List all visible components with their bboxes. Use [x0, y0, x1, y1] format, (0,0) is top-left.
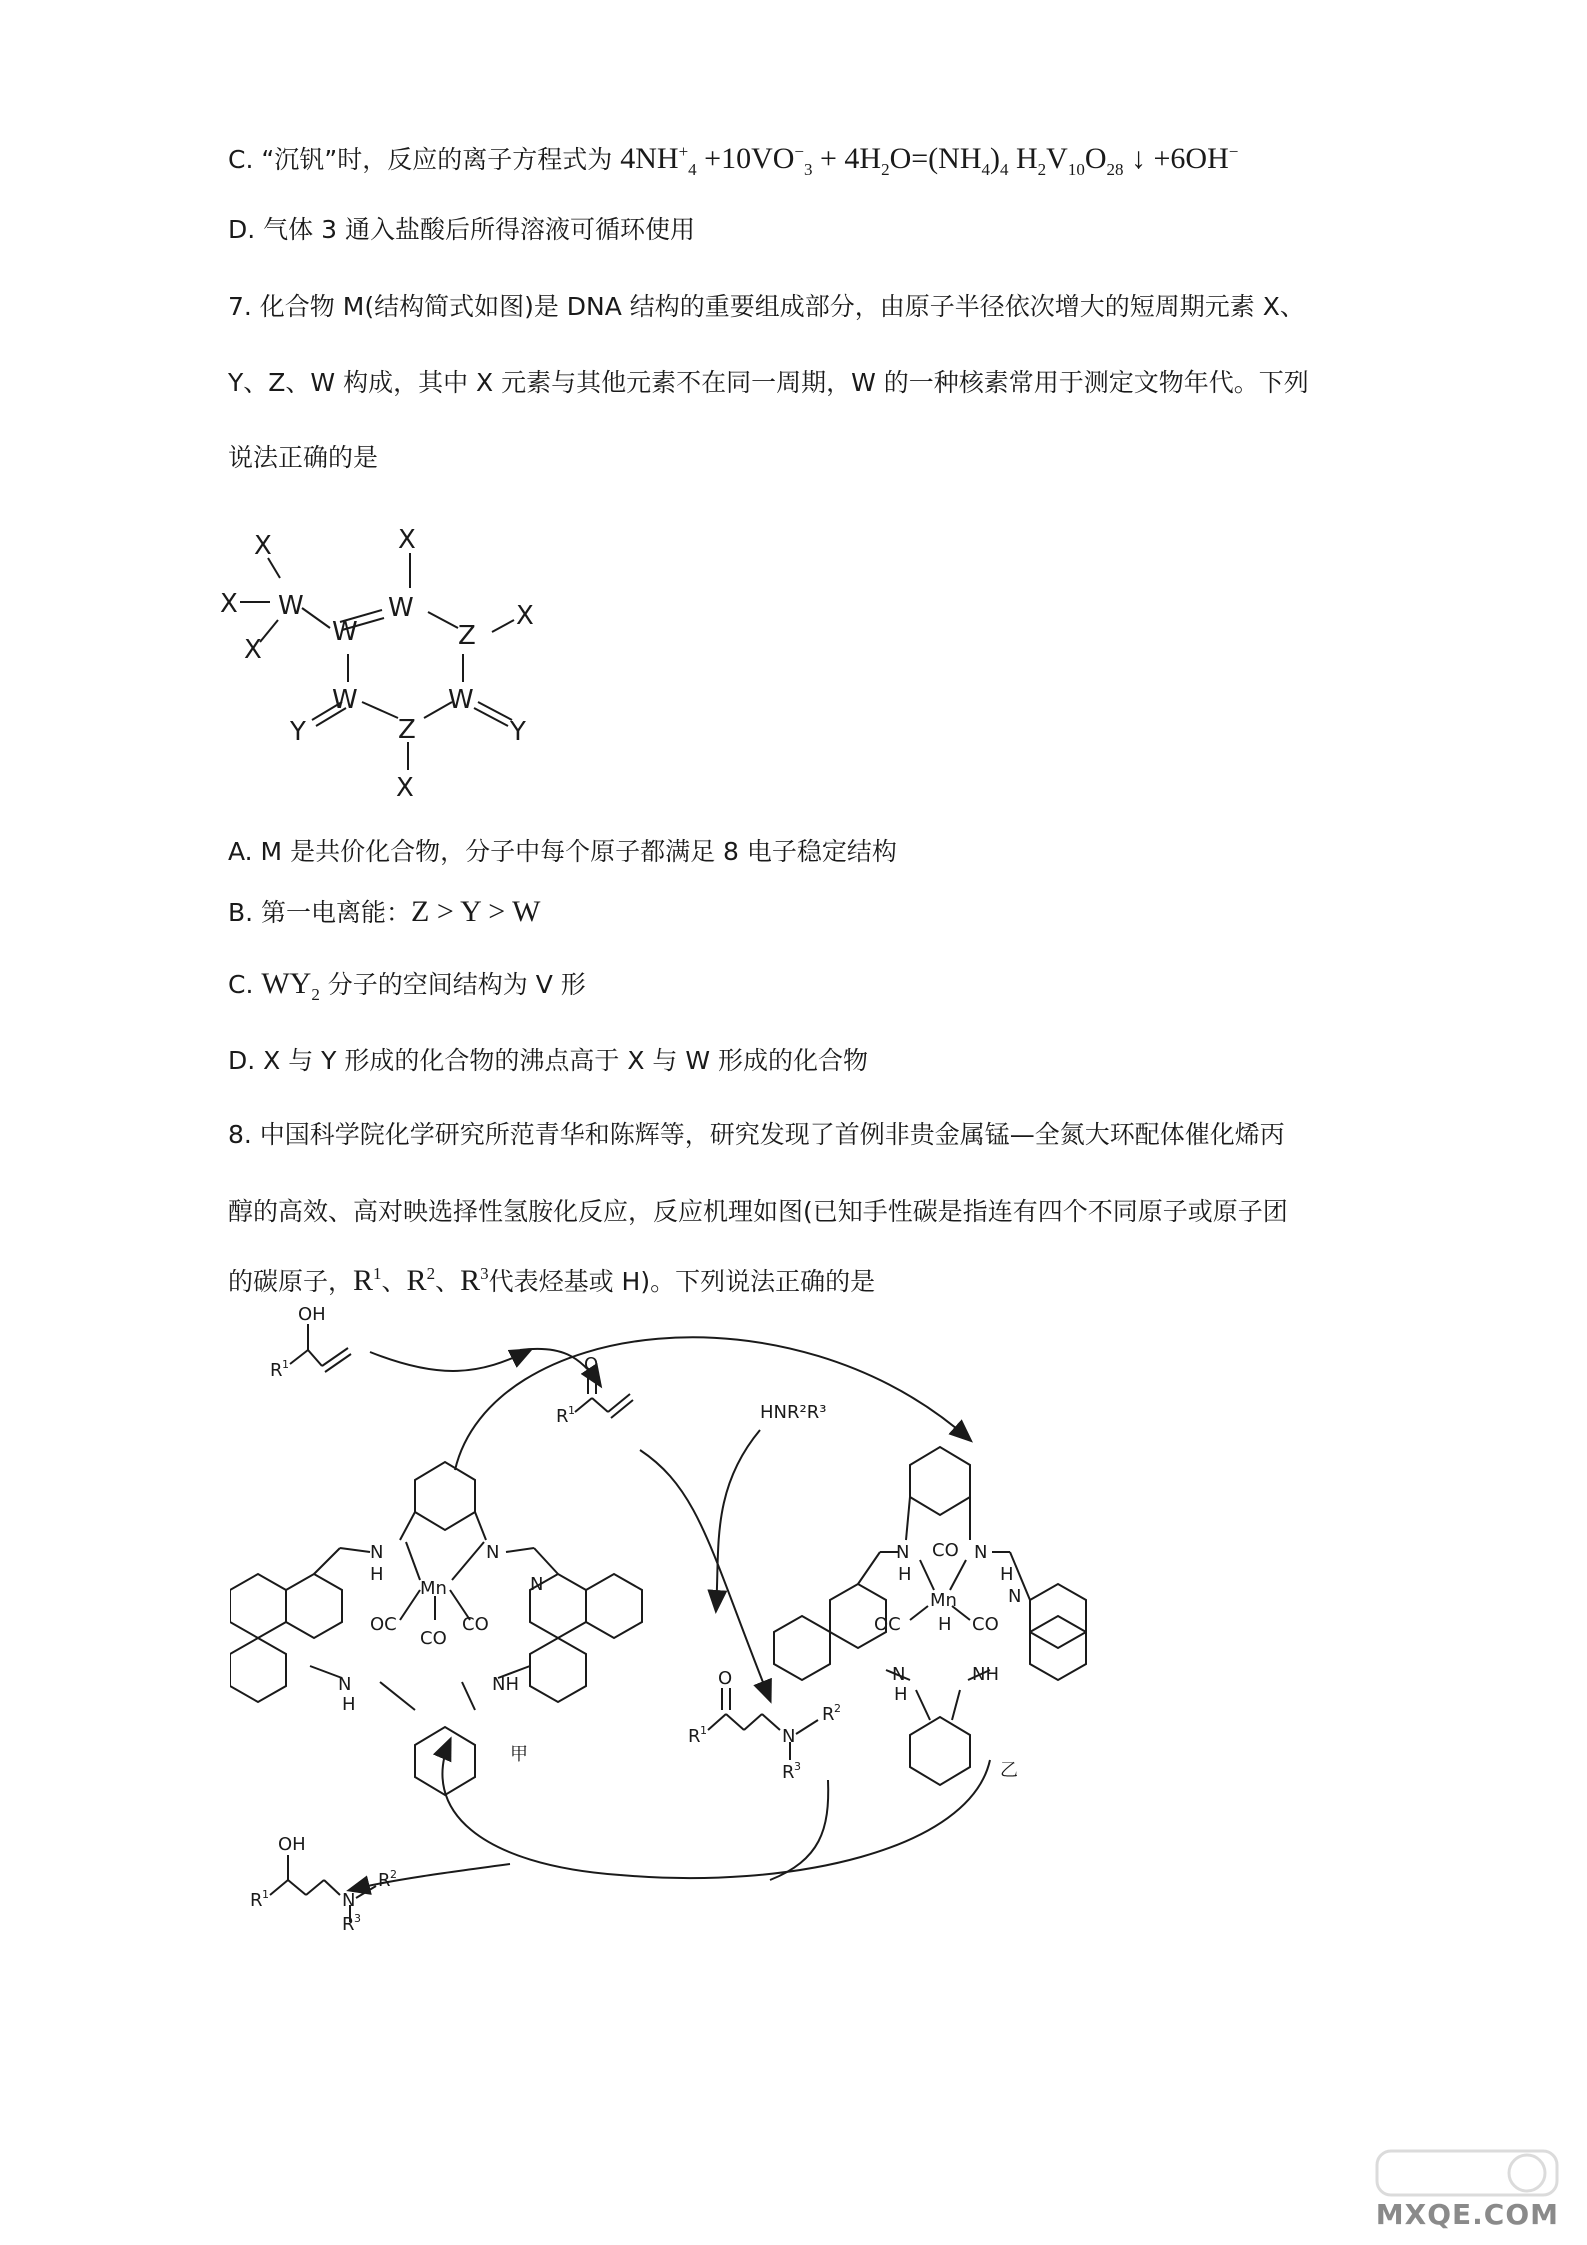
svg-text:N: N: [1008, 1586, 1022, 1607]
svg-text:CO: CO: [972, 1614, 999, 1635]
svg-text:NH: NH: [492, 1674, 519, 1695]
svg-text:N: N: [342, 1890, 356, 1911]
svg-text:OC: OC: [874, 1614, 901, 1635]
svg-text:H: H: [898, 1564, 912, 1585]
svg-text:H: H: [370, 1564, 384, 1585]
svg-text:N: N: [974, 1542, 988, 1563]
svg-text:HNR²R³: HNR²R³: [760, 1402, 827, 1423]
svg-text:OH: OH: [298, 1304, 326, 1325]
svg-text:3: 3: [794, 1760, 801, 1773]
question-7-line-1: 7. 化合物 M(结构简式如图)是 DNA 结构的重要组成部分，由原子半径依次增大的短周期元素 X、: [228, 292, 1305, 321]
svg-text:NH: NH: [972, 1664, 999, 1685]
svg-text:甲: 甲: [510, 1744, 528, 1765]
reaction-mechanism-diagram: [230, 1290, 1230, 1930]
question-7-line-2: Y、Z、W 构成，其中 X 元素与其他元素不在同一周期，W 的一种核素常用于测定文物年代。下列: [228, 368, 1309, 397]
svg-text:O: O: [718, 1668, 733, 1689]
option-6c-text: C. “沉钒”时，反应的离子方程式为: [228, 145, 613, 174]
svg-text:X: X: [244, 635, 262, 665]
svg-text:1: 1: [568, 1404, 575, 1417]
svg-text:2: 2: [834, 1702, 841, 1715]
svg-text:X: X: [220, 589, 238, 619]
svg-text:Y: Y: [510, 717, 526, 747]
svg-text:Z: Z: [398, 715, 416, 745]
svg-text:N: N: [782, 1726, 796, 1747]
compound-m-structure: [220, 520, 580, 820]
svg-text:N: N: [892, 1664, 906, 1685]
option-7c: C. $WY_2$ 分子的空间结构为 V 形: [228, 967, 586, 1004]
svg-text:X: X: [396, 773, 414, 803]
svg-text:CO: CO: [420, 1628, 447, 1649]
option-6c: [228, 140, 1238, 180]
svg-text:OC: OC: [370, 1614, 397, 1635]
ion-equation: $4NH^+_4 +10VO^-_3 + 4H_2O=(NH_4)_4$ $H_2V_{10}O_{28}$ ↓ +6OH−: [620, 142, 1239, 179]
svg-text:R: R: [822, 1704, 835, 1725]
svg-text:1: 1: [262, 1888, 269, 1901]
question-7-line-3: 说法正确的是: [228, 443, 379, 472]
svg-text:R: R: [556, 1406, 569, 1427]
svg-text:N: N: [530, 1574, 544, 1595]
option-7d: D. X 与 Y 形成的化合物的沸点高于 X 与 W 形成的化合物: [228, 1046, 869, 1075]
svg-text:W: W: [332, 617, 358, 647]
catalyst-yi: [774, 1447, 1086, 1785]
svg-text:R: R: [782, 1762, 795, 1783]
svg-text:W: W: [448, 685, 474, 715]
svg-text:乙: 乙: [1000, 1760, 1018, 1781]
svg-text:X: X: [398, 525, 416, 555]
question-8-line-1: 8. 中国科学院化学研究所范青华和陈辉等，研究发现了首例非贵金属锰—全氮大环配体催化烯丙: [228, 1120, 1285, 1149]
svg-text:Mn: Mn: [930, 1590, 957, 1611]
svg-text:3: 3: [354, 1912, 361, 1925]
svg-text:R: R: [270, 1360, 283, 1381]
svg-text:CO: CO: [462, 1614, 489, 1635]
watermark-text: MXQE.COM: [1375, 2198, 1559, 2231]
question-8-line-2: 醇的高效、高对映选择性氢胺化反应，反应机理如图(已知手性碳是指连有四个不同原子或原子团: [228, 1197, 1288, 1226]
svg-text:1: 1: [700, 1724, 707, 1737]
svg-text:W: W: [332, 685, 358, 715]
svg-text:X: X: [254, 531, 272, 561]
svg-text:R: R: [378, 1870, 391, 1891]
svg-text:2: 2: [390, 1868, 397, 1881]
svg-text:R: R: [250, 1890, 263, 1911]
svg-text:N: N: [896, 1542, 910, 1563]
question-8-line-3: 的碳原子，$R^1$、$R^2$、$R^3$代表烃基或 H)。下列说法正确的是: [228, 1264, 876, 1297]
svg-text:R: R: [342, 1914, 355, 1930]
svg-text:H: H: [938, 1614, 952, 1635]
svg-text:Z: Z: [458, 621, 476, 651]
svg-text:OH: OH: [278, 1834, 306, 1855]
svg-text:X: X: [516, 601, 534, 631]
svg-text:Mn: Mn: [420, 1578, 447, 1599]
option-7b: B. 第一电离能：Z > Y > W: [228, 895, 541, 928]
svg-text:1: 1: [282, 1358, 289, 1371]
svg-text:H: H: [894, 1684, 908, 1705]
svg-text:N: N: [370, 1542, 384, 1563]
svg-text:O: O: [584, 1354, 599, 1375]
svg-text:N: N: [486, 1542, 500, 1563]
svg-text:Y: Y: [290, 717, 306, 747]
svg-text:W: W: [388, 593, 414, 623]
svg-text:H: H: [342, 1694, 356, 1715]
svg-text:W: W: [278, 591, 304, 621]
svg-text:H: H: [1000, 1564, 1014, 1585]
svg-text:N: N: [338, 1674, 352, 1695]
svg-text:R: R: [688, 1726, 701, 1747]
option-7a: A. M 是共价化合物，分子中每个原子都满足 8 电子稳定结构: [228, 837, 897, 866]
option-6d: D. 气体 3 通入盐酸后所得溶液可循环使用: [228, 215, 695, 244]
svg-text:CO: CO: [932, 1540, 959, 1561]
